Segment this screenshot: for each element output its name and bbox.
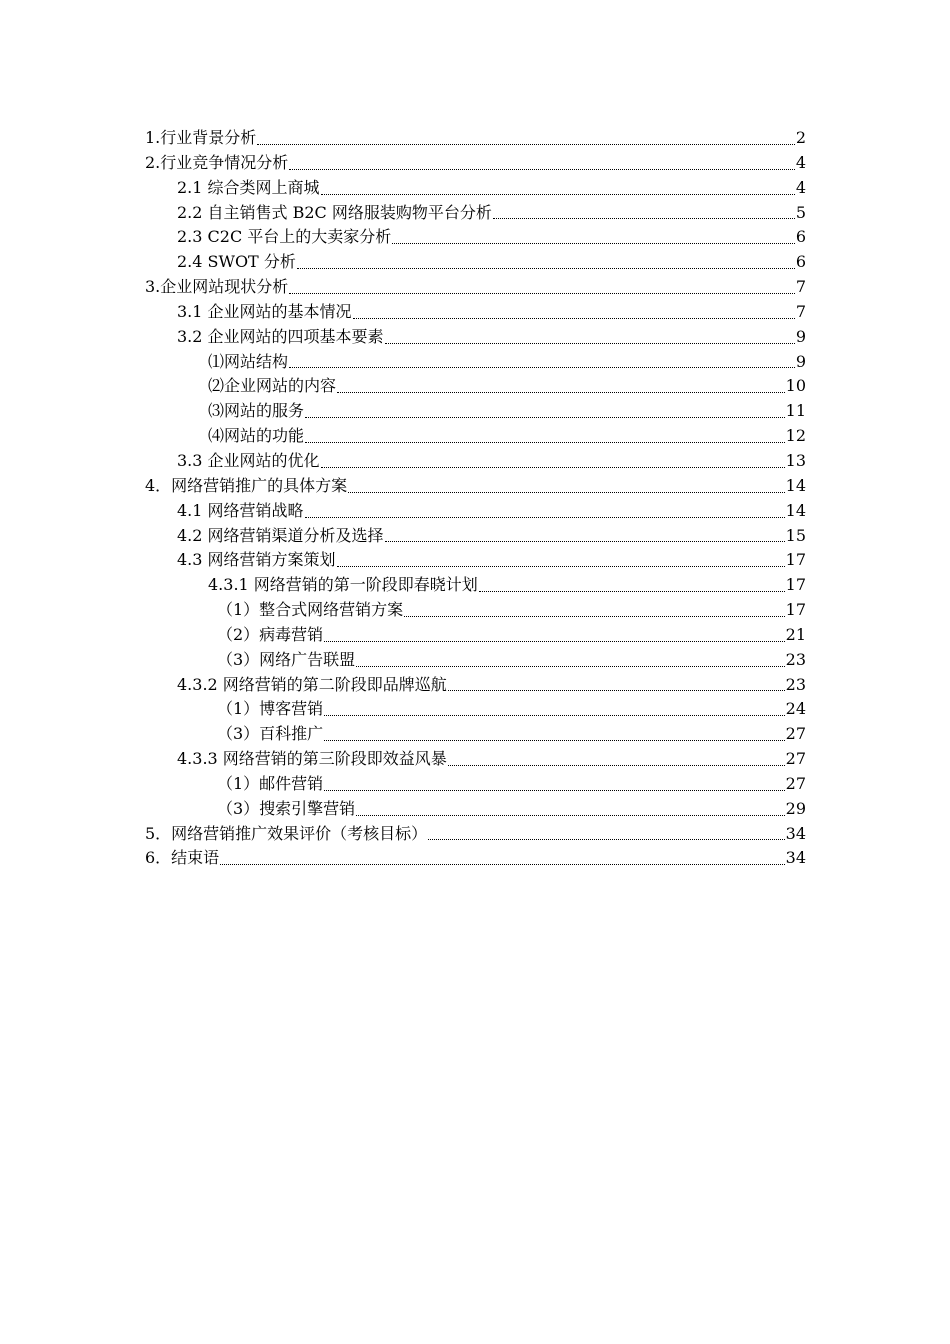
toc-page-number: 13 (785, 450, 806, 470)
toc-dot-leader (348, 492, 784, 493)
toc-entry-label: 4.3.1 网络营销的第一阶段即春晓计划 (208, 575, 478, 595)
toc-entry-label: 4.3.3 网络营销的第三阶段即效益风暴 (177, 749, 447, 769)
toc-entry[interactable] (145, 598, 806, 623)
toc-entry[interactable] (145, 846, 806, 871)
toc-dot-leader (321, 194, 795, 195)
toc-dot-leader (305, 517, 785, 518)
toc-page-number: 15 (785, 525, 806, 545)
toc-entry-label: 4.3 网络营销方案策划 (177, 550, 336, 570)
toc-entry[interactable] (145, 250, 806, 275)
toc-entry-label: 3.企业网站现状分析 (145, 277, 289, 297)
toc-dot-leader (493, 218, 795, 219)
toc-dot-leader (404, 616, 784, 617)
toc-dot-leader (448, 690, 785, 691)
toc-dot-leader (324, 740, 784, 741)
toc-page-number: 14 (785, 500, 806, 520)
toc-entry[interactable] (145, 648, 806, 673)
toc-entry-label: 2.3 C2C 平台上的大卖家分析 (177, 227, 392, 247)
toc-entry[interactable] (145, 201, 806, 226)
toc-entry[interactable] (145, 449, 806, 474)
toc-dot-leader (305, 417, 785, 418)
toc-entry[interactable] (145, 548, 806, 573)
toc-page-number: 27 (785, 773, 806, 793)
toc-entry-label: 4.3.2 网络营销的第二阶段即品牌巡航 (177, 674, 447, 694)
toc-entry-label: 3.2 企业网站的四项基本要素 (177, 326, 384, 346)
toc-entry-label: （3）百科推广 (217, 724, 324, 744)
toc-dot-leader (297, 268, 795, 269)
toc-dot-leader (356, 666, 784, 667)
toc-dot-leader (353, 318, 795, 319)
toc-entry-label: 4．网络营销推广的具体方案 (145, 475, 348, 495)
toc-entry[interactable] (145, 300, 806, 325)
toc-dot-leader (324, 641, 784, 642)
toc-entry[interactable] (145, 374, 806, 399)
toc-page-number: 6 (795, 252, 806, 272)
toc-entry[interactable] (145, 325, 806, 350)
toc-dot-leader (392, 243, 795, 244)
toc-page-number: 14 (785, 475, 806, 495)
toc-entry-label: ⑷网站的功能 (208, 426, 305, 446)
table-of-contents (145, 126, 806, 871)
toc-entry-label: （1）博客营销 (217, 699, 324, 719)
toc-dot-leader (289, 169, 795, 170)
toc-entry[interactable] (145, 822, 806, 847)
toc-entry[interactable] (145, 499, 806, 524)
toc-dot-leader (305, 442, 785, 443)
toc-entry-label: （2）病毒营销 (217, 624, 324, 644)
toc-entry-label: ⑶网站的服务 (208, 401, 305, 421)
toc-page-number: 21 (785, 624, 806, 644)
toc-entry-label: （3）网络广告联盟 (217, 649, 356, 669)
toc-page-number: 10 (785, 376, 806, 396)
toc-entry-label: 3.1 企业网站的基本情况 (177, 301, 352, 321)
toc-dot-leader (337, 392, 785, 393)
toc-entry[interactable] (145, 673, 806, 698)
toc-entry[interactable] (145, 350, 806, 375)
toc-page-number: 4 (795, 152, 806, 172)
toc-page-number: 2 (795, 128, 806, 147)
toc-entry-label: （1）邮件营销 (217, 773, 324, 793)
toc-page-number: 23 (785, 649, 806, 669)
toc-entry[interactable] (145, 623, 806, 648)
toc-entry[interactable] (145, 797, 806, 822)
toc-entry-label: 2.行业竞争情况分析 (145, 152, 289, 172)
toc-page-number: 34 (785, 823, 806, 843)
toc-entry-label: 4.2 网络营销渠道分析及选择 (177, 525, 384, 545)
toc-dot-leader (289, 293, 795, 294)
toc-entry[interactable] (145, 722, 806, 747)
toc-entry-label: ⑵企业网站的内容 (208, 376, 337, 396)
toc-dot-leader (289, 367, 795, 368)
toc-page-number: 9 (795, 326, 806, 346)
toc-entry-label: 2.4 SWOT 分析 (177, 252, 296, 272)
toc-page-number: 17 (785, 550, 806, 570)
toc-entry-label: 5．网络营销推广效果评价（考核目标） (145, 823, 428, 843)
toc-dot-leader (479, 591, 785, 592)
toc-entry[interactable] (145, 176, 806, 201)
toc-page-number: 17 (785, 600, 806, 620)
toc-page-number: 27 (785, 749, 806, 769)
toc-entry[interactable] (145, 151, 806, 176)
toc-entry-label: 1.行业背景分析 (145, 128, 257, 147)
toc-entry[interactable] (145, 424, 806, 449)
toc-entry[interactable] (145, 275, 806, 300)
toc-page-number: 24 (785, 699, 806, 719)
toc-entry-label: （3）搜索引擎营销 (217, 798, 356, 818)
toc-entry[interactable] (145, 772, 806, 797)
toc-page-number: 11 (785, 401, 806, 421)
toc-dot-leader (220, 864, 784, 865)
toc-entry[interactable] (145, 697, 806, 722)
toc-page-number: 7 (795, 277, 806, 297)
toc-dot-leader (385, 541, 785, 542)
toc-dot-leader (356, 815, 784, 816)
toc-entry[interactable] (145, 573, 806, 598)
toc-page-number: 34 (785, 848, 806, 868)
toc-entry-label: 3.3 企业网站的优化 (177, 450, 320, 470)
toc-dot-leader (324, 715, 784, 716)
toc-page-number: 7 (795, 301, 806, 321)
toc-entry[interactable] (145, 126, 806, 151)
toc-page-number: 29 (785, 798, 806, 818)
toc-entry-label: 4.1 网络营销战略 (177, 500, 304, 520)
toc-dot-leader (448, 765, 785, 766)
toc-entry-label: ⑴网站结构 (208, 351, 289, 371)
toc-page-number: 12 (785, 426, 806, 446)
toc-page-number: 5 (795, 202, 806, 222)
toc-entry-label: 2.2 自主销售式 B2C 网络服装购物平台分析 (177, 202, 492, 222)
toc-page-number: 6 (795, 227, 806, 247)
toc-dot-leader (428, 839, 784, 840)
toc-entry[interactable] (145, 474, 806, 499)
toc-entry-label: （1）整合式网络营销方案 (217, 600, 404, 620)
toc-entry-label: 6．结束语 (145, 848, 220, 868)
toc-entry[interactable] (145, 399, 806, 424)
toc-page-number: 9 (795, 351, 806, 371)
toc-entry[interactable] (145, 225, 806, 250)
toc-dot-leader (385, 343, 795, 344)
toc-page-number: 27 (785, 724, 806, 744)
toc-dot-leader (337, 566, 785, 567)
toc-dot-leader (324, 790, 784, 791)
toc-entry[interactable] (145, 747, 806, 772)
toc-page-number: 23 (785, 674, 806, 694)
toc-dot-leader (257, 144, 795, 145)
toc-dot-leader (321, 467, 785, 468)
toc-page-number: 4 (795, 177, 806, 197)
toc-page-number: 17 (785, 575, 806, 595)
toc-entry[interactable] (145, 524, 806, 549)
toc-entry-label: 2.1 综合类网上商城 (177, 177, 320, 197)
